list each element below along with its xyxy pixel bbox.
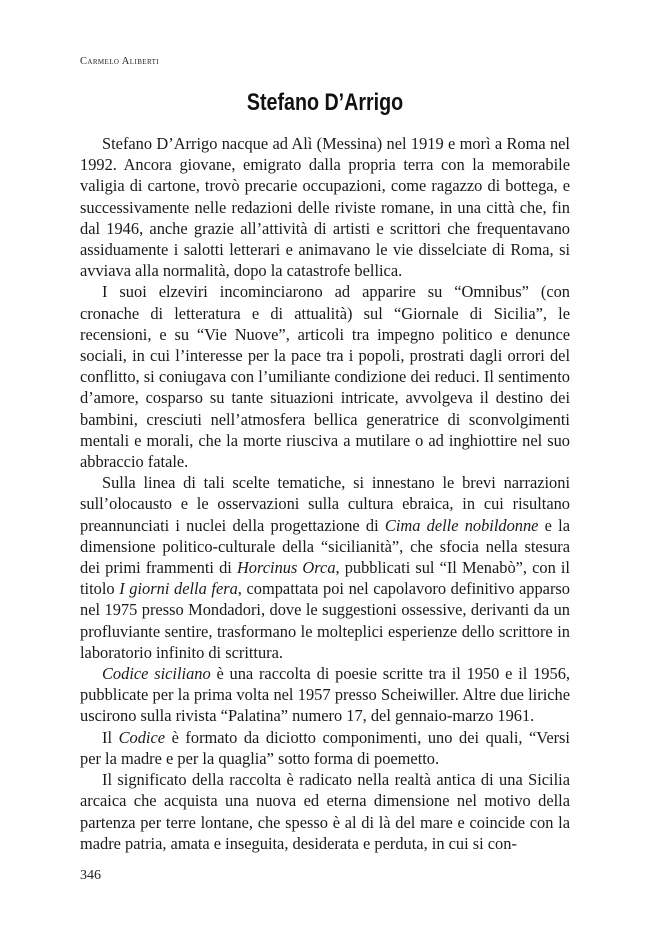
text-run: Sulla linea di tali scelte tematiche, si innestano le brevi narrazioni sull’olocausto e le osservazioni sulla cultura ebraica, in cui risultano preannunciati i nuclei della progettazione di	[80, 473, 570, 535]
paragraph	[80, 769, 570, 854]
text-run: Stefano D’Arrigo nacque ad Alì (Messina) nel 1919 e morì a Roma nel 1992. Ancora giovane, emigrato dalla propria terra con la memorabile valigia di cartone, trovò precarie occupazioni, come ragazzo di bottega, e successivamente nelle redazioni delle riviste romane, in una città che, fin dal 1946, anche grazie all’attività di artisti e scrittori che frequentavano assiduamente i salotti letterari e animavano le vie disselciate di Roma, si avviava alla normalità, dopo la catastrofe bellica.	[80, 134, 570, 281]
text-run: Il	[102, 727, 119, 747]
paragraph	[80, 727, 570, 769]
text-run: Il significato della raccolta è radicato nella realtà antica di una Sicilia arcaica che acquista una nuova ed eterna dimensione nel motivo della partenza per terre lontane, che spesso è al di là del mare e coincide con la madre patria, amata e inseguita, desiderata e perduta, in cui si con-	[80, 770, 570, 853]
book-title-italic: Codice	[118, 727, 166, 747]
text-run: , pubblicati sul “Il Menabò”, con il titolo	[80, 558, 570, 599]
text-run: e la dimensione politico-culturale della “sicilianità”, che sfocia nella stesura dei primi frammenti di	[80, 515, 570, 578]
page-number: 346	[80, 868, 101, 883]
book-title-italic: I giorni della fera	[119, 579, 238, 599]
book-title-italic: Cima delle nobildonne	[384, 515, 539, 535]
text-run: I suoi elzeviri incominciarono ad apparire su “Omnibus” (con cronache di letteratura e di attualità) sul “Giornale di Sicilia”, le recensioni, e su “Vie Nuove”, articoli tra impegno politico e denunce sociali, in cui l’interesse per la pace tra i popoli, prostrati dagli orrori del conflitto, si coniugava con l’umiliante condizione dei reduci. Il sentimento d’amore, cosparso su tante situazioni intricate, avvolgeva il destino dei bambini, cresciuti nell’atmosfera bellica generatrice di sconvolgimenti mentali e morali, che la morte riusciva a mutilare o ad inghiottire nel suo abbraccio fatale.	[80, 282, 570, 472]
running-head: Carmelo Aliberti	[80, 56, 159, 67]
body-text	[80, 133, 570, 854]
text-run: è una raccolta di poesie scritte tra il 1950 e il 1956, pubblicate per la prima volta nel 1957 presso Scheiwiller. Altre due liriche uscirono sulla rivista “Palatina” numero 17, del gennaio-marzo 1961.	[80, 664, 570, 726]
book-title-italic: Codice siciliano	[102, 664, 211, 684]
text-run: è formato da diciotto componimenti, uno dei quali, “Versi per la madre e per la quaglia” sotto forma di poemetto.	[80, 727, 570, 768]
paragraph	[80, 663, 570, 727]
text-run: , compattata poi nel capolavoro definitivo apparso nel 1975 presso Mondadori, dove le suggestioni ossessive, derivanti da un profluviante sentire, trasformano le molteplici esperienze dello scrittore in laboratorio infinito di scrittura.	[80, 579, 570, 662]
paragraph	[80, 472, 570, 663]
book-title-italic: Horcinus Orca	[236, 558, 336, 578]
paragraph	[80, 281, 570, 472]
chapter-title: Stefano D’Arrigo	[246, 89, 404, 116]
paragraph	[80, 133, 570, 281]
